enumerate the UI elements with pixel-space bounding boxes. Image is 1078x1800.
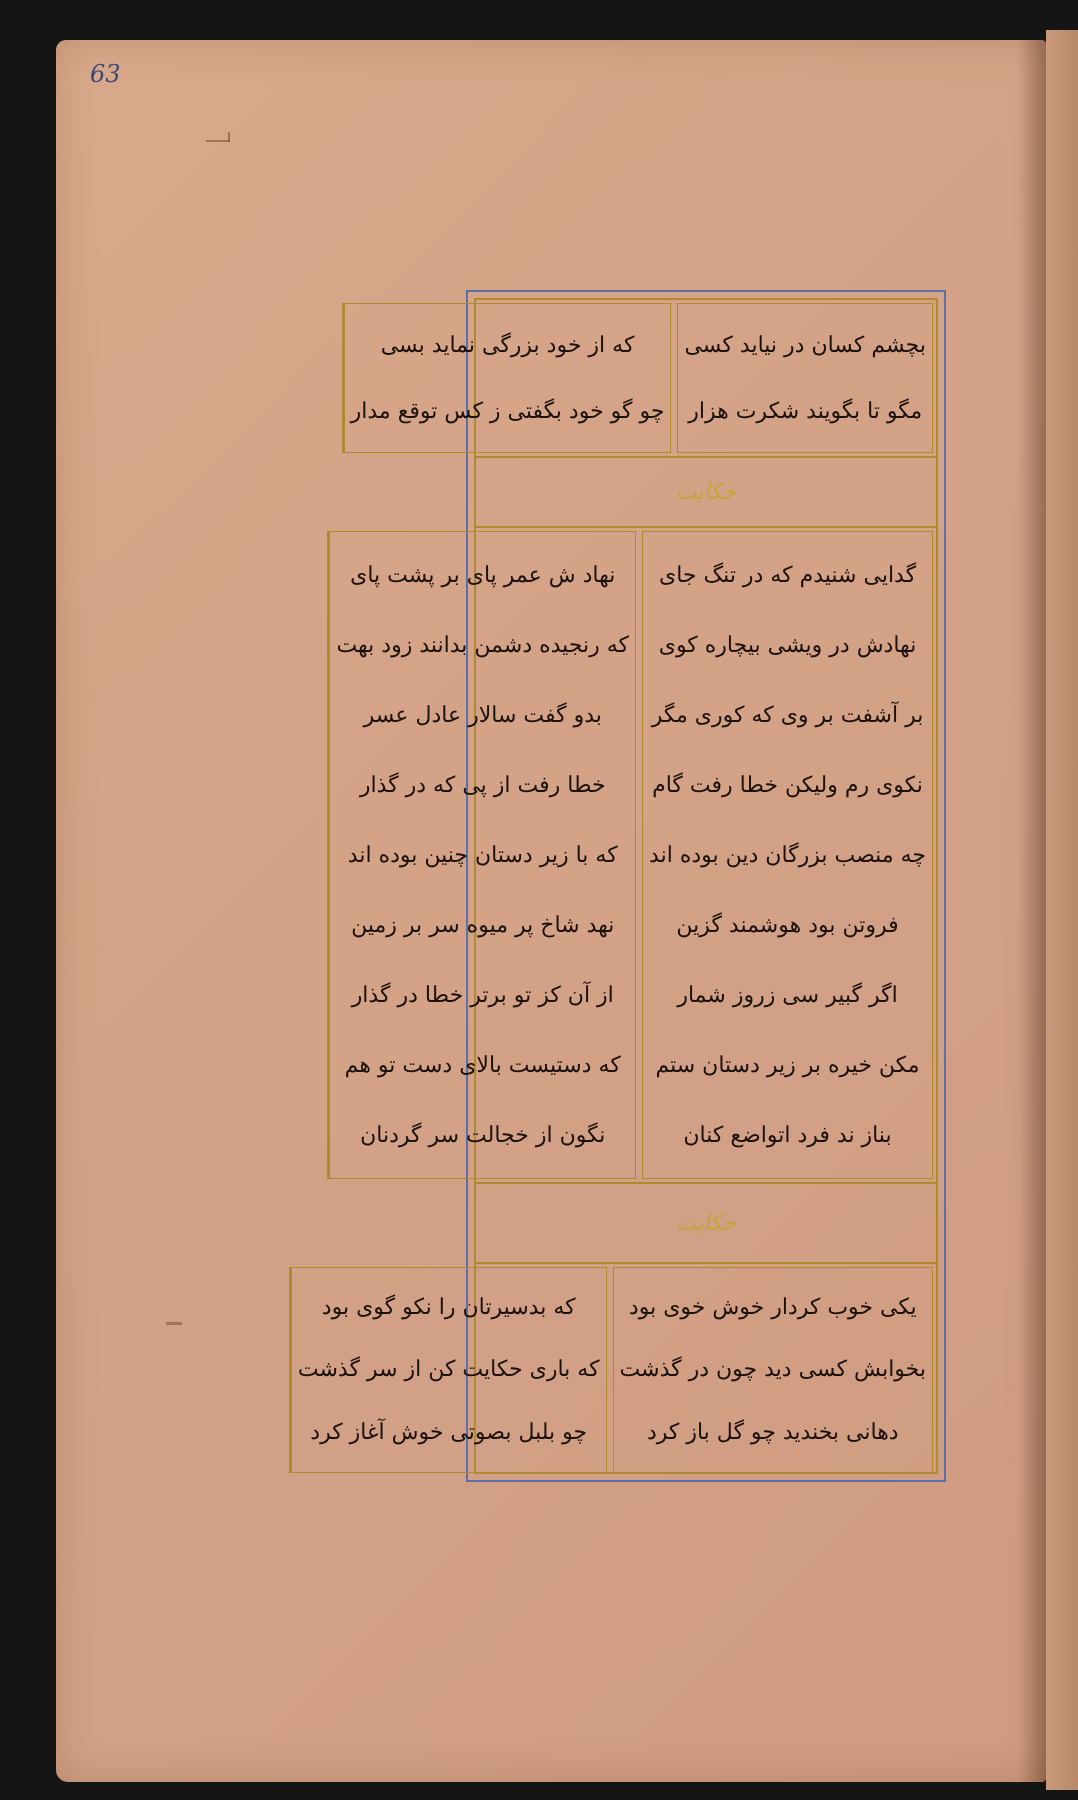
verse-line: که از خود بزرگی نماید بسی [380, 332, 635, 358]
section-heading-panel [476, 458, 936, 528]
verse-line: که رنجیده دشمن بدانند زود بهت [336, 632, 630, 658]
verse-line: چو گو خود بگفتی ز کس توقع مدار [350, 398, 665, 424]
verse-line: بناز ند فرد اتواضع کنان [683, 1122, 892, 1148]
verse-line: اگر گبیر سی زروز شمار [677, 982, 898, 1008]
folio-number: 63 [90, 60, 121, 88]
verse-line: فروتن بود هوشمند گزین [676, 912, 899, 938]
verse-column-left [290, 1268, 606, 1472]
verse-line: که دستیست بالای دست تو هم [344, 1052, 621, 1078]
verse-line: چه منصب بزرگان دین بوده اند [649, 842, 926, 868]
section-heading-panel [476, 1184, 936, 1264]
section-heading: حکایت [675, 479, 737, 505]
verse-column-right [614, 1268, 932, 1472]
verse-line: نهد شاخ پر میوه سر بر زمین [351, 912, 615, 938]
verse-line: بدو گفت سالار عادل عسر [363, 702, 602, 728]
verse-column-right [678, 304, 932, 452]
page-blemish [228, 132, 230, 142]
verse-line: نگون از خجالت سر گردنان [360, 1122, 606, 1148]
verse-line: مگو تا بگویند شکرت هزار [688, 398, 923, 424]
verse-line: از آن کز تو برتر خطا در گذار [351, 982, 614, 1008]
verse-column-left [328, 532, 635, 1178]
verse-line: گدایی شنیدم که در تنگ جای [658, 562, 917, 588]
verse-line: که با زیر دستان چنین بوده اند [347, 842, 618, 868]
page-blemish [166, 1322, 182, 1325]
verse-line: دهانی بخندید چو گل باز کرد [646, 1420, 899, 1446]
verse-line: نهادش در ویشی بیچاره کوی [658, 632, 917, 658]
verse-panel-story-2 [297, 1264, 936, 1476]
text-block-frame [297, 290, 946, 1482]
verse-line: خطا رفت از پی که در گذار [359, 772, 606, 798]
page-blemish [206, 140, 230, 142]
section-heading: حکایت [675, 1210, 737, 1236]
verse-line: مکن خیره بر زیر دستان ستم [655, 1052, 920, 1078]
verse-line: بر آشفت بر وی که کوری مگر [651, 702, 924, 728]
adjacent-leaf-edge [1046, 30, 1078, 1790]
verse-line: یکی خوب کردار خوش خوی بود [628, 1294, 917, 1320]
verse-line: نکوی رم ولیکن خطا رفت گام [652, 772, 923, 798]
page-gutter-shadow [1018, 40, 1046, 1782]
verse-line: بخوابش کسی دید چون در گذشت [619, 1357, 926, 1383]
text-block-ruling [297, 298, 938, 1474]
verse-line: که بدسیرتان را نکو گوی بود [321, 1294, 576, 1320]
verse-line: نهاد ش عمر پای بر پشت پای [350, 562, 616, 588]
verse-panel-opening [350, 300, 936, 458]
verse-line: چو بلبل بصوتی خوش آغاز کرد [310, 1420, 588, 1446]
verse-column-left [343, 304, 671, 452]
verse-line: بچشم کسان در نیاید کسی [684, 332, 926, 358]
verse-line: که باری حکایت کن از سر گذشت [297, 1357, 600, 1383]
verse-column-right [643, 532, 932, 1178]
verse-panel-story-1 [336, 528, 936, 1184]
